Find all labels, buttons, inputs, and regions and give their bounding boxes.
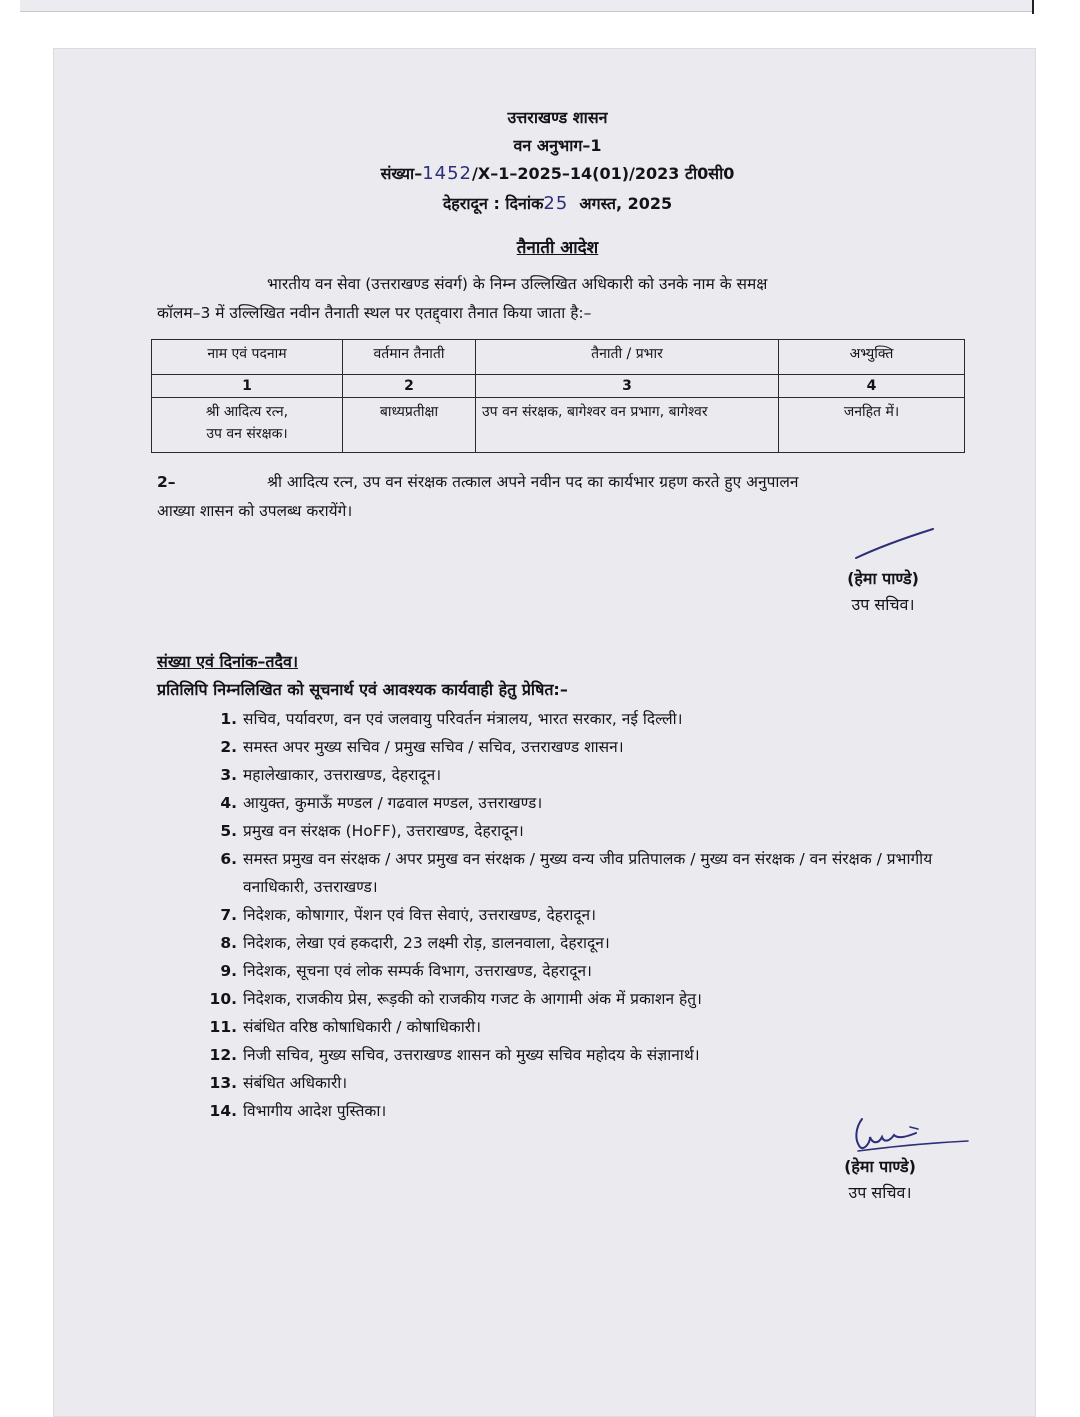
list-item xyxy=(157,1069,967,1097)
list-item xyxy=(157,901,967,929)
signatory-name: (हेमा पाण्डे) xyxy=(847,569,919,588)
reference-number: संख्या–1452/X–1–2025–14(01)/2023 टी0सी0 xyxy=(380,163,735,184)
order-title: तैनाती आदेश xyxy=(516,238,599,258)
new-posting-cell: उप वन संरक्षक, बागेश्वर वन प्रभाग, बागेश्वर xyxy=(476,398,779,453)
list-item-number: 13. xyxy=(209,1074,237,1092)
table-row xyxy=(152,398,965,453)
table-header-row xyxy=(152,340,965,375)
header-name-designation: नाम एवं पदनाम xyxy=(152,340,343,375)
list-item-number: 12. xyxy=(209,1046,237,1064)
signature-icon xyxy=(848,1113,973,1157)
list-item xyxy=(157,761,967,789)
list-item xyxy=(157,1041,967,1069)
signature-mark-icon xyxy=(853,526,938,562)
list-item xyxy=(157,733,967,761)
government-heading: उत्तराखण्ड शासन xyxy=(507,108,608,127)
list-item-text: प्रमुख वन संरक्षक (HoFF), उत्तराखण्ड, देहरादून। xyxy=(243,822,524,840)
list-item-number: 14. xyxy=(209,1102,237,1120)
current-posting-cell: बाध्यप्रतीक्षा xyxy=(343,398,476,453)
list-item-text: निदेशक, सूचना एवं लोक सम्पर्क विभाग, उत्तराखण्ड, देहरादून। xyxy=(243,962,592,980)
header-remarks: अभ्युक्ति xyxy=(779,340,965,375)
handwritten-ref-number: 1452 xyxy=(422,163,473,184)
signatory-block xyxy=(818,566,948,618)
list-item-text: निदेशक, राजकीय प्रेस, रूड़की को राजकीय गजट के आगामी अंक में प्रकाशन हेतु। xyxy=(243,990,702,1008)
department-heading: वन अनुभाग–1 xyxy=(513,136,602,155)
list-item-text: संबंधित अधिकारी। xyxy=(243,1074,348,1092)
date-line: देहरादून : दिनांक25 अगस्त, 2025 xyxy=(442,193,673,214)
remark-cell: जनहित में। xyxy=(779,398,965,453)
list-item-text: निजी सचिव, मुख्य सचिव, उत्तराखण्ड शासन को मुख्य सचिव महोदय के संज्ञानार्थ। xyxy=(243,1046,700,1064)
signatory-block-copy xyxy=(815,1154,945,1206)
list-item-text: समस्त अपर मुख्य सचिव / प्रमुख सचिव / सचिव, उत्तराखण्ड शासन। xyxy=(243,738,624,756)
list-item-text: सचिव, पर्यावरण, वन एवं जलवायु परिवर्तन मंत्रालय, भारत सरकार, नई दिल्ली। xyxy=(243,710,683,728)
list-item xyxy=(157,705,967,733)
document-page xyxy=(53,48,1036,1417)
list-item-number: 11. xyxy=(209,1018,237,1036)
list-item-number: 7. xyxy=(220,906,237,924)
list-item-text: निदेशक, कोषागार, पेंशन एवं वित्त सेवाएं, उत्तराखण्ड, देहरादून। xyxy=(243,906,597,924)
signatory-name-copy: (हेमा पाण्डे) xyxy=(844,1157,916,1176)
table-number-row: 1 2 3 4 xyxy=(152,375,965,398)
previous-page-edge xyxy=(20,0,1034,12)
compliance-paragraph: 2– श्री आदित्य रत्न, उप वन संरक्षक तत्काल अपने नवीन पद का कार्यभार ग्रहण करते हुए अनुपालन आख्या शासन को उपलब्ध करायेंगे। xyxy=(157,473,799,520)
list-item-number: 5. xyxy=(220,822,237,840)
signatory-designation-copy: उप सचिव। xyxy=(848,1183,912,1202)
list-item-number: 8. xyxy=(220,934,237,952)
list-item xyxy=(157,1013,967,1041)
list-item xyxy=(157,985,967,1013)
list-item-text: निदेशक, लेखा एवं हकदारी, 23 लक्ष्मी रोड़, डालनवाला, देहरादून। xyxy=(243,934,610,952)
posting-table xyxy=(151,339,965,453)
copy-intro: प्रतिलिपि निम्नलिखित को सूचनार्थ एवं आवश्यक कार्यवाही हेतु प्रेषित:– xyxy=(157,680,568,699)
list-item xyxy=(157,817,967,845)
list-item xyxy=(157,845,967,901)
list-item-number: 9. xyxy=(220,962,237,980)
signatory-designation: उप सचिव। xyxy=(851,595,915,614)
list-item-number: 2. xyxy=(220,738,237,756)
list-item-text: समस्त प्रमुख वन संरक्षक / अपर प्रमुख वन संरक्षक / मुख्य वन्य जीव प्रतिपालक / मुख्य वन संरक्षक / वन संरक्षक / प्रभागीय वनाधिकारी, उत्तराखण्ड। xyxy=(243,850,933,896)
header-current-posting: वर्तमान तैनाती xyxy=(343,340,476,375)
list-item-text: विभागीय आदेश पुस्तिका। xyxy=(243,1102,387,1120)
list-item-number: 3. xyxy=(220,766,237,784)
list-item-text: संबंधित वरिष्ठ कोषाधिकारी / कोषाधिकारी। xyxy=(243,1018,482,1036)
list-item-number: 4. xyxy=(220,794,237,812)
list-item xyxy=(157,789,967,817)
list-item-number: 10. xyxy=(209,990,237,1008)
list-item xyxy=(157,957,967,985)
list-item-text: आयुक्त, कुमाऊँ मण्डल / गढवाल मण्डल, उत्तराखण्ड। xyxy=(243,794,543,812)
copy-reference-line: संख्या एवं दिनांक–तदैव। xyxy=(157,652,299,671)
list-item-number: 6. xyxy=(220,850,237,868)
header-posting-charge: तैनाती / प्रभार xyxy=(476,340,779,375)
list-item xyxy=(157,929,967,957)
list-item-number: 1. xyxy=(220,710,237,728)
officer-name-cell: श्री आदित्य रत्न, उप वन संरक्षक। xyxy=(152,398,343,453)
handwritten-date: 25 xyxy=(543,193,569,214)
list-item xyxy=(157,1097,967,1125)
intro-paragraph: भारतीय वन सेवा (उत्तराखण्ड संवर्ग) के निम्न उल्लिखित अधिकारी को उनके नाम के समक्ष कॉलम–3 में उल्लिखित नवीन तैनाती स्थल पर एतद्द्वारा तैनात किया जाता है:– xyxy=(157,275,768,322)
list-item-text: महालेखाकार, उत्तराखण्ड, देहरादून। xyxy=(243,766,442,784)
copy-recipient-list xyxy=(157,705,967,1125)
